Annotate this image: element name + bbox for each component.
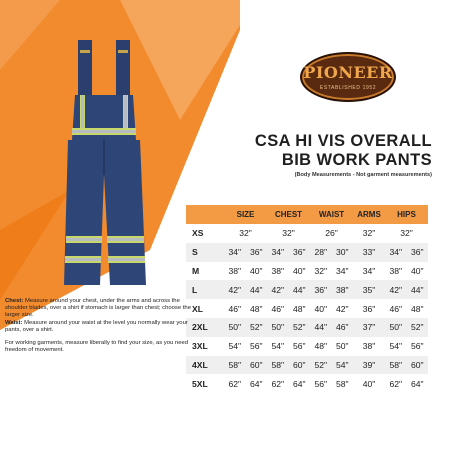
table-cell: 26" [310,224,353,243]
size-label-cell: XS [186,224,224,243]
table-cell: 38" [385,262,407,281]
table-cell: 56" [246,337,268,356]
size-chart-table [186,205,428,393]
table-cell: 36" [310,280,332,299]
table-cell: 46" [267,299,289,318]
table-cell: 38" [267,262,289,281]
header-blank [186,205,224,224]
table-cell: 58" [332,374,354,393]
page-subtitle: (Body Measurements - Not garment measurements) [294,172,432,178]
table-row [186,243,428,262]
table-cell: 48" [407,299,429,318]
table-cell: 42" [332,299,354,318]
table-cell: 36" [289,243,311,262]
table-cell: 46" [385,299,407,318]
table-row [186,224,428,243]
table-cell: 56" [407,337,429,356]
size-label-cell: S [186,243,224,262]
table-cell: 32" [224,224,267,243]
header-arms: ARMS [353,205,385,224]
table-cell: 34" [267,243,289,262]
size-label-cell: 5XL [186,374,224,393]
table-cell: 42" [385,280,407,299]
table-cell: 44" [289,280,311,299]
table-cell: 36" [353,299,385,318]
table-cell: 52" [407,318,429,337]
table-header-row [186,205,428,224]
table-cell: 32" [310,262,332,281]
table-cell: 34" [332,262,354,281]
table-cell: 62" [267,374,289,393]
header-hips: HIPS [385,205,428,224]
table-cell: 30" [332,243,354,262]
table-cell: 40" [289,262,311,281]
header-waist: WAIST [310,205,353,224]
size-label-cell: 2XL [186,318,224,337]
table-cell: 38" [332,280,354,299]
page-title-line2: BIB WORK PANTS [281,151,432,169]
size-label-cell: 3XL [186,337,224,356]
working-garments-note: For working garments, measure liberally to find your size, as you need freedom of movement. [5,340,189,354]
table-cell: 52" [310,356,332,375]
table-cell: 62" [385,374,407,393]
table-cell: 32" [385,224,428,243]
table-cell: 48" [289,299,311,318]
table-cell: 50" [224,318,246,337]
table-row [186,337,428,356]
table-cell: 40" [310,299,332,318]
table-cell: 36" [246,243,268,262]
table-row [186,299,428,318]
table-row [186,280,428,299]
size-label-cell: 4XL [186,356,224,375]
table-row [186,318,428,337]
table-cell: 64" [407,374,429,393]
table-cell: 39" [353,356,385,375]
table-cell: 60" [289,356,311,375]
size-label-cell: L [186,280,224,299]
table-cell: 37" [353,318,385,337]
page-title-line1: CSA HI VIS OVERALL [254,132,432,150]
table-cell: 54" [267,337,289,356]
table-cell: 33" [353,243,385,262]
measurement-notes [5,298,195,360]
table-cell: 32" [267,224,310,243]
table-cell: 40" [246,262,268,281]
table-cell: 62" [224,374,246,393]
logo-tagline: ESTABLISHED 1952 [319,85,377,91]
table-row [186,374,428,393]
table-cell: 35" [353,280,385,299]
table-cell: 28" [310,243,332,262]
table-cell: 58" [267,356,289,375]
table-cell: 46" [224,299,246,318]
table-cell: 54" [332,356,354,375]
chest-note-text: Measure around your chest, under the arms and across the shoulder blades, over a shirt if stomach is larger than chest; choose the larger size. [5,298,191,319]
waist-note-text: Measure around your waist at the level you normally wear your pants, over a shirt. [5,319,188,333]
table-cell: 38" [353,337,385,356]
table-cell: 40" [407,262,429,281]
table-cell: 36" [407,243,429,262]
header-size: SIZE [224,205,267,224]
waist-note-label: Waist: [5,319,23,326]
table-cell: 32" [353,224,385,243]
table-cell: 50" [267,318,289,337]
table-cell: 46" [332,318,354,337]
table-cell: 64" [246,374,268,393]
table-cell: 38" [224,262,246,281]
table-cell: 58" [385,356,407,375]
table-cell: 44" [310,318,332,337]
table-cell: 34" [353,262,385,281]
logo-brand-text: PIONEER [303,63,393,82]
bib-overall-image [0,0,190,300]
table-cell: 52" [289,318,311,337]
table-cell: 48" [246,299,268,318]
table-cell: 44" [407,280,429,299]
table-cell: 58" [224,356,246,375]
header-chest: CHEST [267,205,310,224]
table-cell: 34" [385,243,407,262]
table-cell: 44" [246,280,268,299]
table-cell: 48" [310,337,332,356]
table-cell: 56" [310,374,332,393]
table-cell: 40" [353,374,385,393]
table-cell: 60" [407,356,429,375]
table-cell: 56" [289,337,311,356]
table-row [186,356,428,375]
pioneer-logo [300,52,396,102]
table-cell: 34" [224,243,246,262]
table-row [186,262,428,281]
table-cell: 60" [246,356,268,375]
table-cell: 50" [332,337,354,356]
table-cell: 52" [246,318,268,337]
table-cell: 42" [267,280,289,299]
table-cell: 64" [289,374,311,393]
size-label-cell: XL [186,299,224,318]
chest-note-label: Chest: [5,298,24,304]
table-cell: 54" [385,337,407,356]
table-cell: 54" [224,337,246,356]
size-label-cell: M [186,262,224,281]
table-cell: 42" [224,280,246,299]
table-cell: 50" [385,318,407,337]
